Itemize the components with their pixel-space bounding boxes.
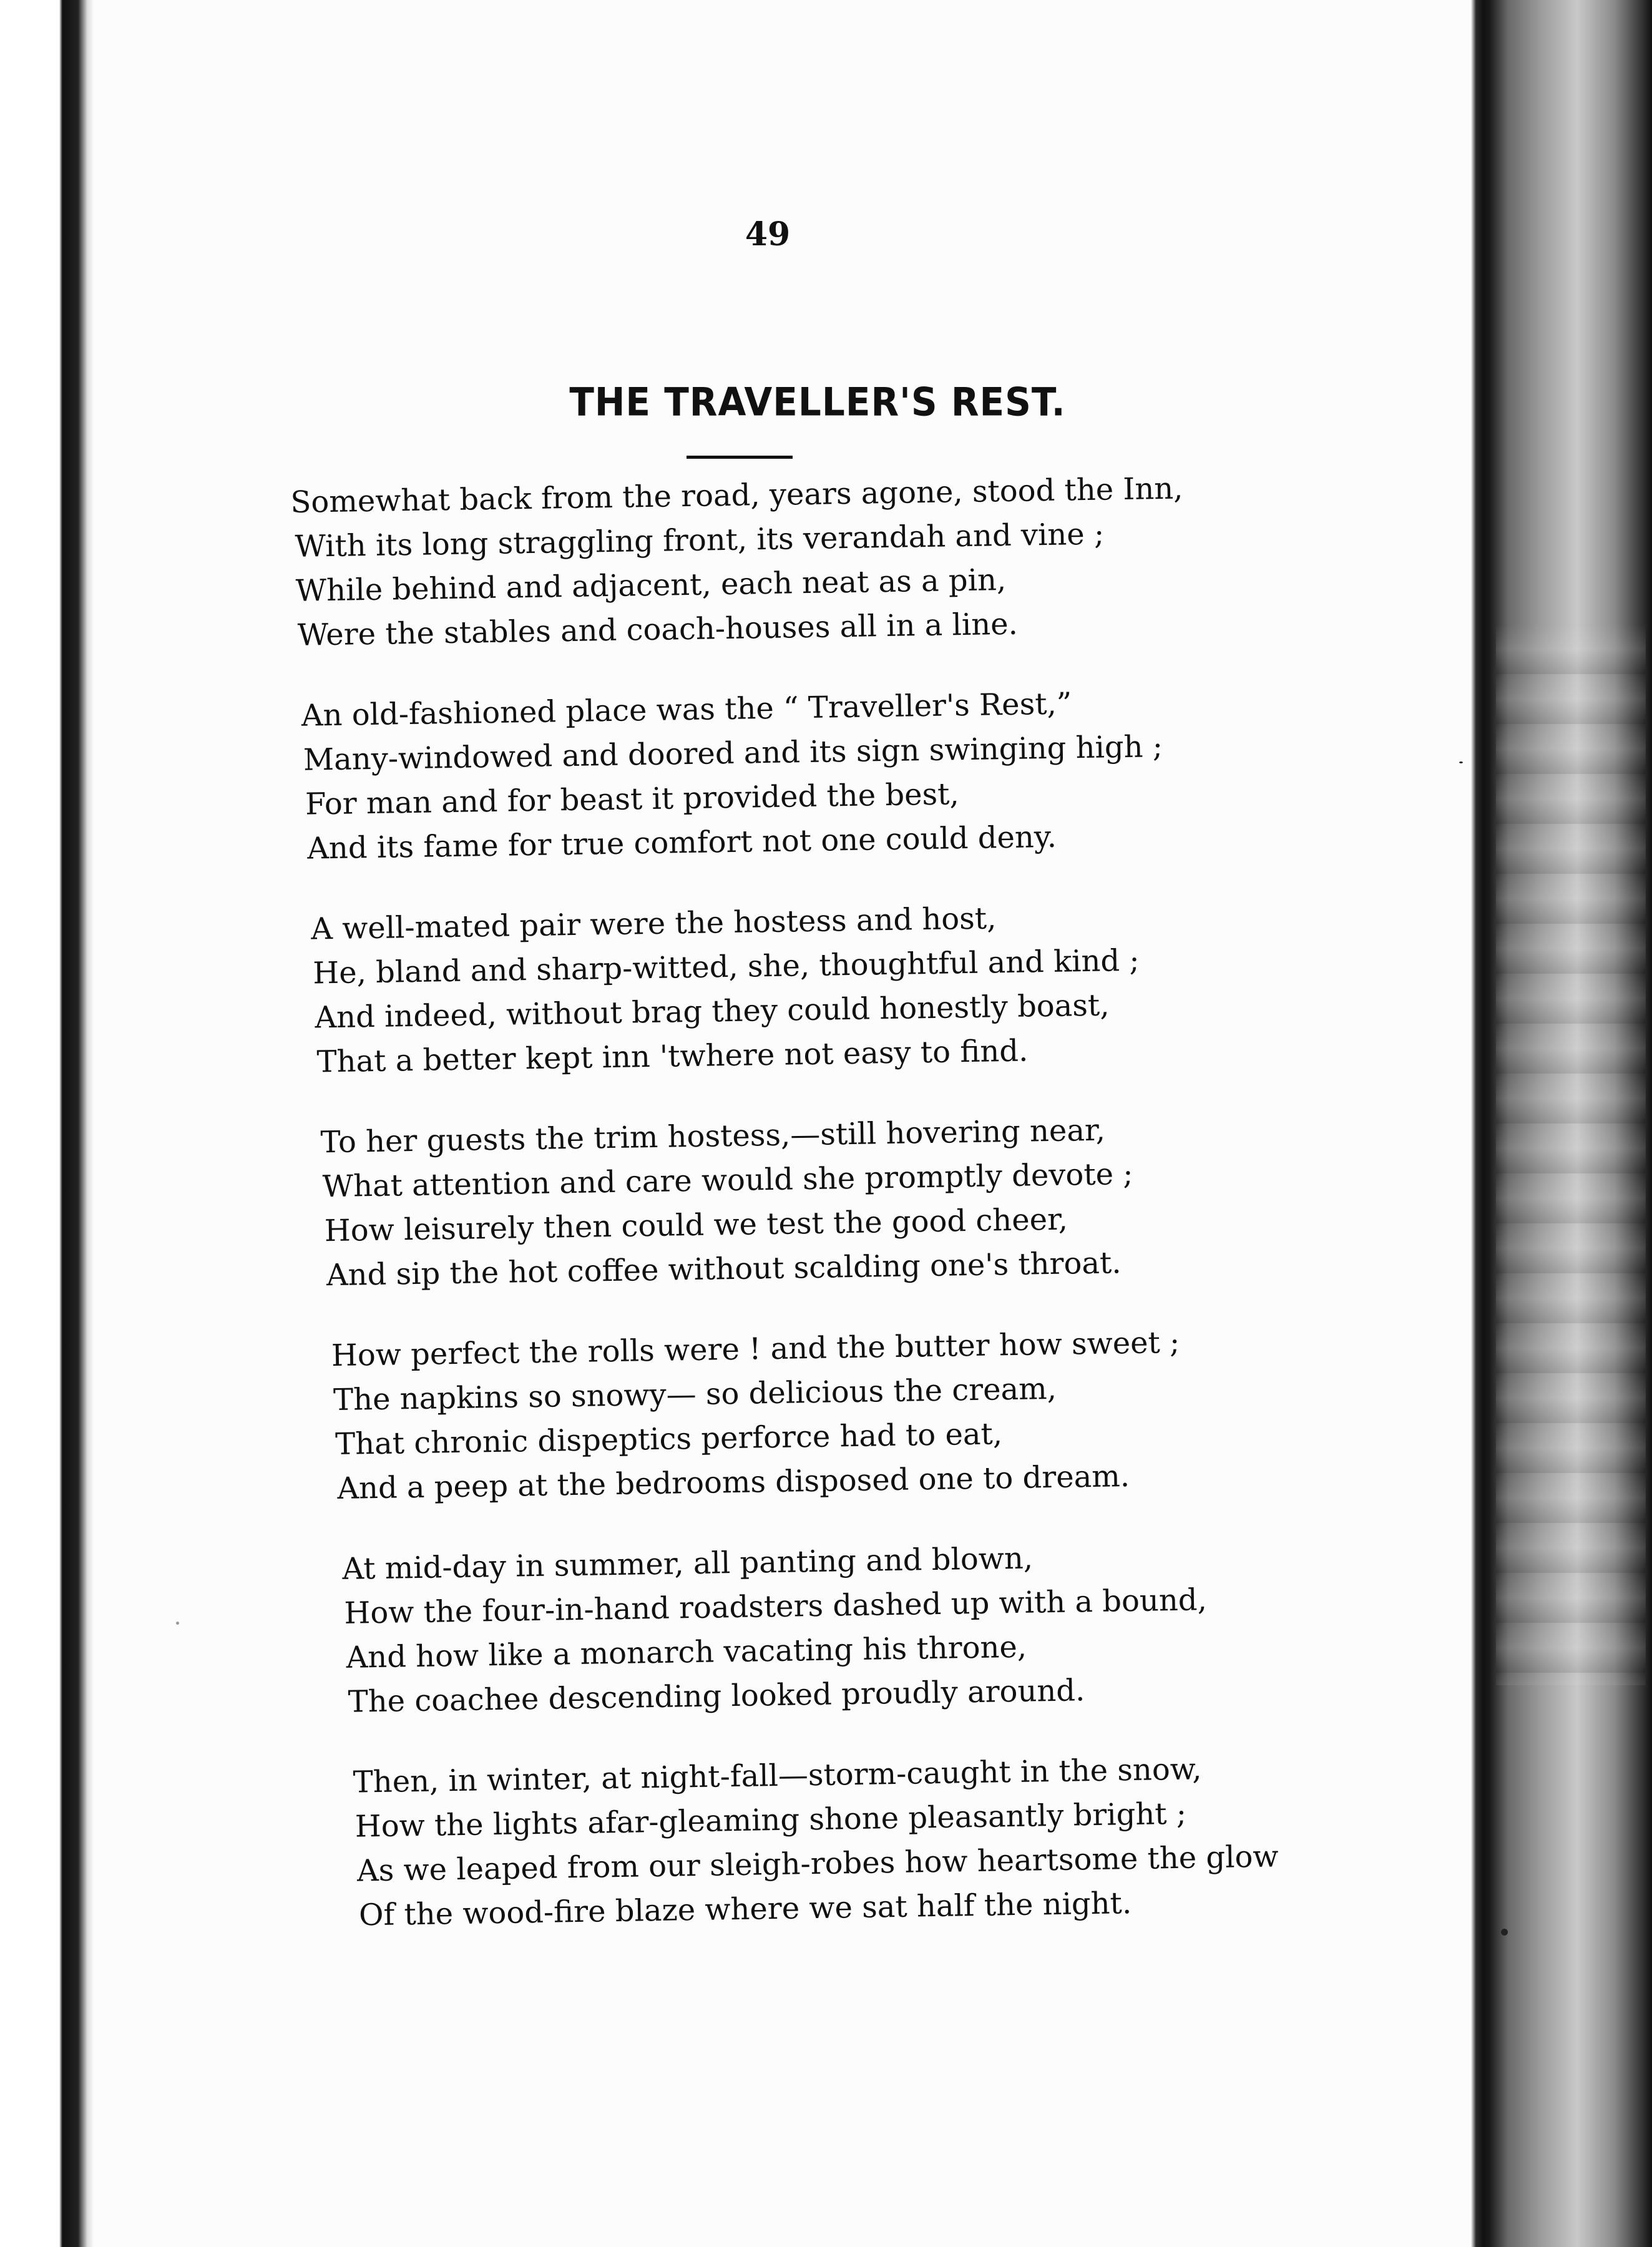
title-rule [687, 456, 793, 459]
stanza [297, 891, 1361, 1085]
poem-line: He, bland and sharp-witted, she, thoughtful and kind ; [312, 942, 1140, 991]
poem-line: As we leaped from our sleigh-robes how heartsome the glow [356, 1839, 1279, 1889]
poem-line: The coachee descending looked proudly around. [348, 1673, 1085, 1720]
poem-line: How perfect the rolls were ! and the butter how sweet ; [331, 1324, 1180, 1374]
poem-line: What attention and care would she promptly devote ; [322, 1156, 1133, 1205]
scan-speck [1459, 761, 1463, 763]
poem-line: How the lights afar-gleaming shone pleasantly bright ; [354, 1796, 1187, 1844]
poem-line: Of the wood-fire blaze where we sat half the night. [358, 1886, 1132, 1933]
poem-line: A well-mated pair were the hostess and host, [310, 901, 997, 947]
poem-line: To her guests the trim hostess,—still hovering near, [320, 1112, 1106, 1160]
stanza [303, 1318, 1367, 1512]
poem-body [290, 464, 1374, 1974]
poem-line: Were the stables and coach-houses all in a line. [297, 606, 1019, 653]
poem-line: Many-windowed and doored and its sign swinging high ; [303, 729, 1163, 778]
poem-line: An old-fashioned place was the “ Traveller's Rest,” [301, 686, 1072, 733]
poem-line: Then, in winter, at night-fall—storm-caught in the snow, [353, 1751, 1202, 1800]
poem-line: That chronic dispeptics perforce had to eat, [335, 1416, 1003, 1462]
poem-line: The napkins so snowy— so delicious the cream, [333, 1371, 1057, 1418]
poem-title: THE TRAVELLER'S REST. [569, 379, 1066, 425]
poem-line: And how like a monarch vacating his throne, [346, 1629, 1027, 1675]
poem-line: Somewhat back from the road, years agone, stood the Inn, [290, 471, 1183, 520]
poem-line: And its fame for true comfort not one could deny. [306, 819, 1057, 866]
stanza [290, 464, 1354, 658]
stanza [310, 1745, 1374, 1939]
poem-line: And a peep at the bedrooms disposed one to dream. [336, 1459, 1130, 1507]
poem-line: At mid-day in summer, all panting and blown, [341, 1540, 1034, 1587]
poem-line: And sip the hot coffee without scalding one's throat. [326, 1245, 1122, 1293]
poem-line: And indeed, without brag they could honestly boast, [315, 987, 1110, 1035]
scan-speck [176, 1622, 179, 1625]
poem-line: That a better kept inn 'twhere not easy to find. [316, 1033, 1029, 1080]
stanza [300, 1104, 1364, 1298]
book-edge [1471, 0, 1652, 2247]
poem-line: How the four-in-hand roadsters dashed up with a bound, [344, 1582, 1208, 1631]
poem-line: How leisurely then could we test the good cheer, [324, 1202, 1068, 1249]
page-number: 49 [745, 215, 791, 253]
left-page-edge [0, 0, 94, 2247]
stanza [307, 1531, 1371, 1725]
poem-line: While behind and adjacent, each neat as a pin, [295, 562, 1007, 609]
page [94, 0, 1471, 2247]
poem-line: For man and for beast it provided the best, [305, 776, 960, 822]
scan-speck [1501, 1929, 1508, 1936]
stanza [293, 677, 1357, 871]
poem-line: With its long straggling front, its verandah and vine ; [295, 516, 1105, 564]
